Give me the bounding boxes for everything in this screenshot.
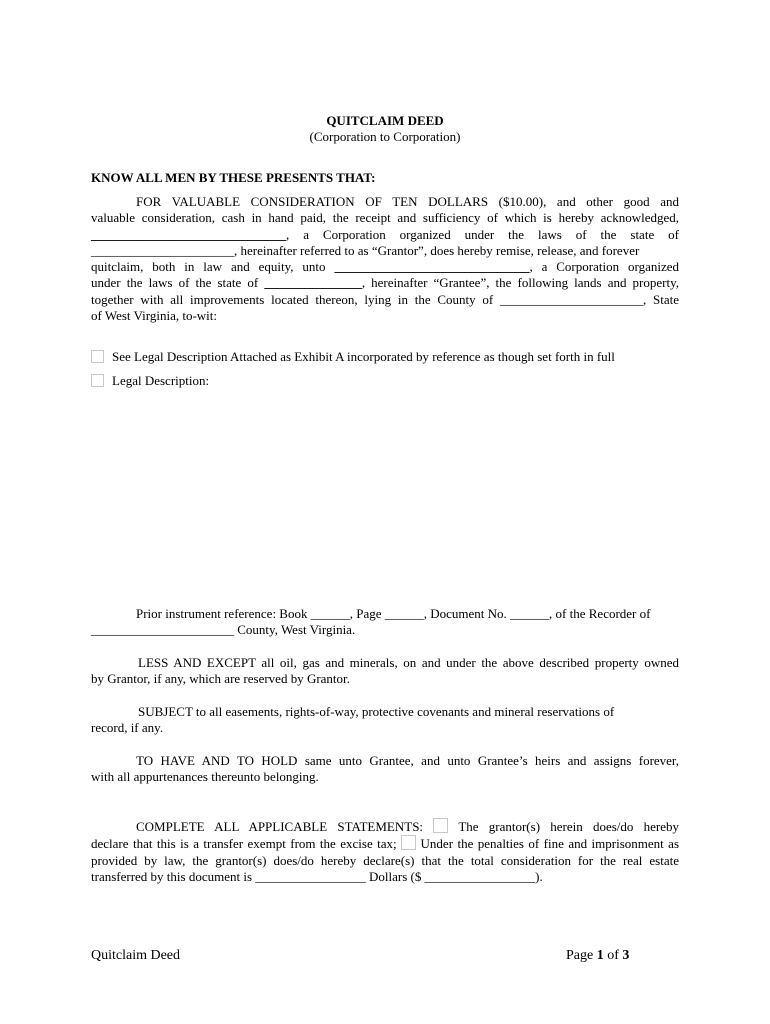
exhibit-option[interactable] [91, 349, 615, 365]
statements-line-1: COMPLETE ALL APPLICABLE STATEMENTS: The grantor(s) herein does/do hereby [136, 819, 680, 834]
grantee-name-blank[interactable]: ______________________________ [334, 259, 530, 275]
habendum-line-2: with all appurtenances thereunto belonging. [91, 769, 319, 785]
subject-line-2: record, if any. [91, 720, 164, 736]
subject-line-1: SUBJECT to all easements, rights-of-way, protective covenants and mineral reservations of [138, 704, 615, 719]
habendum-paragraph [91, 753, 679, 786]
legal-description-checkbox[interactable] [91, 374, 104, 387]
grantee-state-blank[interactable]: _______________ [264, 275, 362, 291]
document-subtitle: (Corporation to Corporation) [309, 129, 461, 144]
legal-description-label: Legal Description: [112, 373, 210, 388]
prior-line-2: ______________________ County, West Virginia. [91, 622, 356, 638]
statements-line-2: declare that this is a transfer exempt from the excise tax; Under the penalties of fine and imprisonment as [91, 836, 680, 852]
consideration-line-2: valuable consideration, cash in hand paid, the receipt and sufficiency of which is hereby acknowledged, [91, 210, 679, 226]
excise-statement-checkbox[interactable] [433, 818, 448, 833]
less-except-paragraph [91, 655, 679, 688]
document-title: QUITCLAIM DEED [326, 113, 444, 128]
consideration-line-7: together with all improvements located thereon, lying in the County of ______________________, State [91, 291, 679, 307]
footer-title: Quitclaim Deed [91, 948, 181, 963]
consideration-line-8: of West Virginia, to-wit: [91, 308, 218, 324]
less-except-line-1: LESS AND EXCEPT all oil, gas and minerals, on and under the above described property owned [138, 655, 679, 670]
consideration-statement-checkbox[interactable] [401, 835, 416, 850]
subject-paragraph [91, 704, 679, 737]
section-heading: KNOW ALL MEN BY THESE PRESENTS THAT: [91, 170, 376, 185]
less-except-line-2: by Grantor, if any, which are reserved by Grantor. [91, 671, 350, 687]
consideration-paragraph [91, 194, 679, 324]
consideration-line-5: quitclaim, both in law and equity, unto ______________________________, a Corporation organized [91, 259, 680, 275]
consideration-line-3: ______________________________, a Corporation organized under the laws of the state of [91, 226, 679, 242]
consideration-line-4: ______________________, hereinafter referred to as “Grantor”, does hereby remise, release, and forever [91, 242, 640, 258]
statements-line-3: provided by law, the grantor(s) does/do hereby declare(s) that the total consideration for the real estate [91, 852, 679, 868]
habendum-line-1: TO HAVE AND TO HOLD same unto Grantee, and unto Grantee’s heirs and assigns forever, [136, 753, 679, 768]
exhibit-option-label: See Legal Description Attached as Exhibit A incorporated by reference as though set forth in full [112, 349, 615, 364]
prior-instrument-paragraph [91, 606, 679, 639]
grantor-state-blank[interactable]: ______________________ [91, 242, 234, 258]
total-pages: 3 [622, 948, 630, 963]
grantor-name-blank[interactable]: ______________________________ [91, 226, 286, 242]
consideration-line-6: under the laws of the state of _______________, hereinafter “Grantee”, the following lands and property, [91, 275, 679, 291]
legal-description-option[interactable] [91, 373, 209, 389]
current-page: 1 [596, 948, 604, 963]
statements-line-4: transferred by this document is _________________ Dollars ($ _________________). [91, 868, 543, 884]
prior-line-1: Prior instrument reference: Book ______, Page ______, Document No. ______, of the Recorder of [136, 606, 651, 621]
exhibit-checkbox[interactable] [91, 350, 104, 363]
statements-paragraph [91, 818, 679, 885]
footer-page-number: Page 1 of 3 [566, 948, 630, 963]
consideration-line-1: FOR VALUABLE CONSIDERATION OF TEN DOLLARS ($10.00), and other good and [136, 194, 679, 209]
